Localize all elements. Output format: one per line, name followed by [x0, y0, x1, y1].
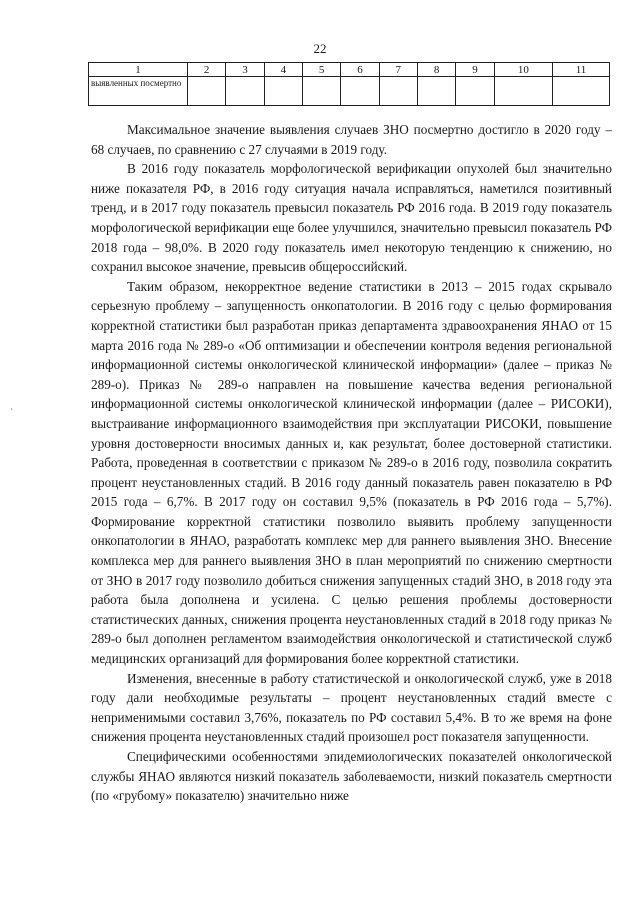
table-header-cell: 4 [264, 63, 302, 77]
table-header-cell: 10 [494, 63, 552, 77]
table-row-label: выявленных посмертно [89, 77, 188, 106]
table-header-cell: 8 [417, 63, 455, 77]
table-header-cell: 5 [302, 63, 340, 77]
continuation-table [88, 62, 610, 106]
table-cell [379, 77, 417, 106]
table-header-cell: 7 [379, 63, 417, 77]
table-cell [302, 77, 340, 106]
table-header-row [89, 63, 610, 77]
table-header-cell: 6 [341, 63, 379, 77]
table-cell [188, 77, 226, 106]
table-row [89, 77, 610, 106]
table-cell [553, 77, 610, 106]
page-number: 22 [313, 41, 327, 56]
document-body [91, 120, 612, 806]
paragraph: Изменения, внесенные в работу статистической и онкологической служб, уже в 2018 году дали необходимые результаты – процент неустановленных стадий вместе с неприменимыми составил 3,76%, показатель по РФ составил 5,4%. В то же время на фоне снижения процента неустановленных стадий произошел рост показателя запущенности. [91, 670, 612, 745]
table-header-cell: 3 [226, 63, 264, 77]
table-header-cell: 11 [553, 63, 610, 77]
table-cell [226, 77, 264, 106]
paragraph: Максимальное значение выявления случаев ЗНО посмертно достигло в 2020 году – 68 случаев, по сравнению с 27 случаями в 2019 году. [91, 122, 612, 157]
table-header-cell: 9 [456, 63, 494, 77]
paragraph: Специфическими особенностями эпидемиологических показателей онкологической службы ЯНАО являются низкий показатель заболеваемости, низкий показатель смертности (по «грубому» показателю) значительно ниже [91, 749, 612, 804]
table-cell [494, 77, 552, 106]
table-header-cell: 1 [89, 63, 188, 77]
table-cell [341, 77, 379, 106]
table-cell [264, 77, 302, 106]
table-header-cell: 2 [188, 63, 226, 77]
paragraph: Таким образом, некорректное ведение статистики в 2013 – 2015 годах скрывало серьезную проблему – запущенность онкопатологии. В 2016 году с целью формирования корректной статистики был разработан приказ департамента здравоохранения ЯНАО от 15 марта 2016 года № 289-о «Об оптимизации и обеспечении контроля ведения региональной информационной системы онкологической клинической информации» (далее – приказ № 289-о). Приказ № 289-о направлен на повышение качества ведения региональной информационной системы онкологической клинической информации (далее – РИСОКИ), выстраивание информационного взаимодействия при эксплуатации РИСОКИ, повышение уровня достоверности вносимых данных и, как результат, более достоверной статистики. Работа, проведенная в соответствии с приказом № 289-о в 2016 году, позволила сократить процент неустановленных стадий. В 2016 году данный показатель равен показателю в РФ 2015 года – 6,7%. В 2017 году он составил 9,5% (показатель в РФ 2016 года – 5,7%). Формирование корректной статистики позволило выявить проблему запущенности онкопатологии в ЯНАО, разработать комплекс мер для раннего выявления ЗНО. Внесение комплекса мер для раннего выявления ЗНО в план мероприятий по снижению смертности от ЗНО в 2017 году позволило добиться снижения запущенных стадий ЗНО, в 2018 году эта работа была дополнена и усилена. С целью решения проблемы достоверности статистических данных, снижения процента неустановленных стадий в 2018 году приказ № 289-о был дополнен регламентом взаимодействия онкологической и статистической служб медицинских организаций для формирования более корректной статистики. [91, 278, 612, 667]
table-cell [456, 77, 494, 106]
paragraph: В 2016 году показатель морфологической верификации опухолей был значительно ниже показателя РФ, в 2016 году ситуация начала исправляться, наметился позитивный тренд, и в 2017 году показатель превысил показатель РФ 2016 года. В 2019 году показатель морфологической верификации еще более улучшился, значительно превысил показатель РФ 2018 года – 98,0%. В 2020 году показатель имел некоторую тенденцию к снижению, но сохранил высокое значение, превысив общероссийский. [91, 161, 612, 275]
scan-mark: ` [10, 408, 14, 419]
table-cell [417, 77, 455, 106]
